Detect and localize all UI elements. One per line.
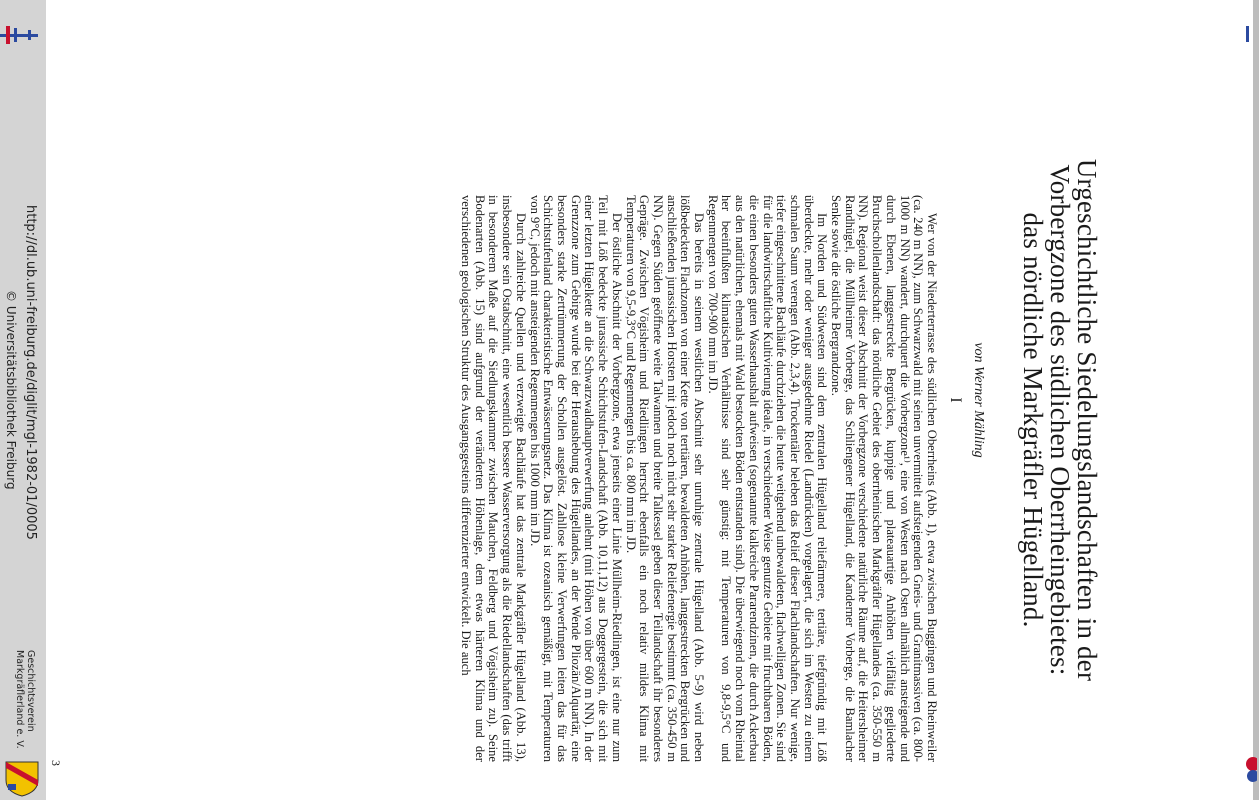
university-logo-icon bbox=[1245, 26, 1253, 42]
title-line: Urgeschichtliche Siedelungslandschaften in der bbox=[1072, 158, 1102, 682]
body-paragraph: Wer von der Niederterrasse des südlichen Oberrheins (Abb. 1), etwa zwischen Buggingen und Rheinweiler (ca. 240 m NN), zum Schwarzwald mit seinen unvermittelt aufsteigenden Gneis- und Granitmassiven (ca. 800-1000 m NN) wandert, durchquert die Vorbergzone¹⁾, eine von Westen nach Osten allmählich ansteigende und durch Ebenen, langgestreckte Bergrücken, kuppige und plateauartige Anhöhen vielfältig gegliederte Bruchschollenlandschaft: das nördliche Gebiet des oberrheinischen Markgräfler Hügellandes (ca. 350-550 m NN). Regional weist dieser Abschnitt der Vorbergzone verschiedene natürliche Räume auf, die Heitersheimer Randhügel, die Müllheimer Vorberge, das Schliengener Hügelland, die Kanderner Vorberge, die Bamlacher Senke sowie die östliche Bergrandzone. bbox=[829, 195, 939, 762]
section-number: I bbox=[947, 397, 964, 403]
left-sidebar bbox=[0, 0, 46, 800]
title-line: das nördliche Markgräfler Hügelland. bbox=[1018, 212, 1048, 628]
body-paragraph: Der östliche Abschnitt der Vorbergzone, etwa jenseits einer Linie Müllheim-Riedlingen, ist eine nur zum Teil mit Löß bedeckte jurassische Schichtstufen-Landschaft (Abb. 10,11,12) aus Doggergestein, die sich mit einer letzten Hügelkette an die Schwarzwaldhauptverwerfung anlehnt (mit Höhen von über 600 m NN). In der Grenzzone zum Gebirge wurde bei der Heraushebung des Hügellandes, an der Wende Pliozän/Alquartär, eine besonders starke Zertrümmerung der Schollen ausgelöst. Zahllose kleine Verwerfungen leiten das für das Schichtstufenland charakteristische Entwässerungsnetz. Das Klima ist ozeanisch gemäßigt, mit Temperaturen von 9°C, jedoch mit ansteigenden Regenmengen bis 1000 mm im JD. bbox=[527, 195, 624, 762]
page-content bbox=[46, 0, 1196, 800]
document-url-link[interactable]: http://dl.ub.uni-freiburg.de/diglit/mgl-1982-01/0005 bbox=[23, 205, 38, 540]
article-title bbox=[1019, 40, 1100, 800]
scanned-page bbox=[46, 0, 1253, 800]
body-paragraph: Durch zahlreiche Quellen und verzweigte Bachläufe hat das zentrale Markgräfler Hügelland (Abb. 13), insbesondere sein Ostabschnitt, eine wesentlich bessere Wasserversorgung als die Riedellandschaften (das trifft in besonderem Maße auf die Siedlungskammer zwischen Mauchen, Feldberg und Vögisheim zu). Seine Bodenarten (Abb. 15) sind aufgrund der veränderten Höhenlage, dem etwas härteren Klima und der verschiedenen geologischen Struktur des Ausgangsgesteins differenzierter entwickelt. Die auch bbox=[459, 195, 528, 762]
title-line: Vorbergzone des südlichen Oberrheingebietes: bbox=[1045, 164, 1075, 676]
body-paragraph: Das bereits in seinem westlichen Abschnitt sehr unruhige zentrale Hügelland (Abb. 5-9) wird neben lößbedeckten Flachzonen von einer Kette von tertiären, bewaldeten Anhöhen, langgestreckten Bergrücken und anschließenden jurassischen Horsten mit jedoch noch nicht sehr starker Reliefenergie bestimmt (ca. 350-450 m NN). Gegen Süden geöffnete weite Talwannen und breite Talkessel geben dieser Teillandschaft ihr besonderes Gepräge. Zwischen Vögisheim und Riedlingen herrscht ebenfalls ein noch relativ mildes Klima mit Temperaturen von 9,5-9,3°C und Regenmengen bis ca. 800 mm im JD. bbox=[623, 195, 707, 762]
right-scroll-edge[interactable] bbox=[1253, 0, 1259, 800]
sidebar-text-column bbox=[0, 0, 40, 800]
publisher-line: Geschichtsverein bbox=[25, 650, 36, 732]
coat-of-arms-icon bbox=[2, 758, 42, 798]
body-paragraph: Im Norden und Südwesten sind dem zentralen Hügelland reliefärmere, tertiäre, tiefgründig mit Löß überdeckte, mehr oder weniger ausgedehnte Riedel (Landrücken) vorgelagert, die sich im Westen zu einem schmalen Saum verengen (Abb. 2,3,4). Trockentäler beleben das Relief dieser Flachlandschaften. Nur wenige, tiefer eingeschnittene Bachläufe durchziehen die heute weitgehend unbewaldeten, flachwelligen Zonen. Sie sind für die landwirtschaftliche Kultivierung ideale, in verschiedener Weise genutzte Gebiete mit fruchtbaren Böden, die einen besonders guten Wasserhaushalt aufweisen (sogenannte kalkreiche Pararendzinen, die durch Ackerbau aus den natürlichen, ehemals mit Wald bestockten Böden entstanden sind). Die überwiegend noch vom Rheintal her beeinflußten klimatischen Verhältnisse sind sehr günstig: mit Temperaturen von 9,8-9,5°C und Regenmengen von 700-900 mm im JD. bbox=[705, 195, 830, 762]
publisher-line: Markgräflerland e. V. bbox=[14, 650, 25, 749]
page-number: 3 bbox=[49, 760, 63, 766]
article-body bbox=[458, 195, 938, 762]
article-author: von Werner Mähling bbox=[971, 342, 986, 458]
coat-of-arms-icon bbox=[1243, 756, 1257, 784]
copyright-notice: © Universitätsbibliothek Freiburg bbox=[4, 290, 18, 490]
publisher-label bbox=[14, 650, 36, 750]
